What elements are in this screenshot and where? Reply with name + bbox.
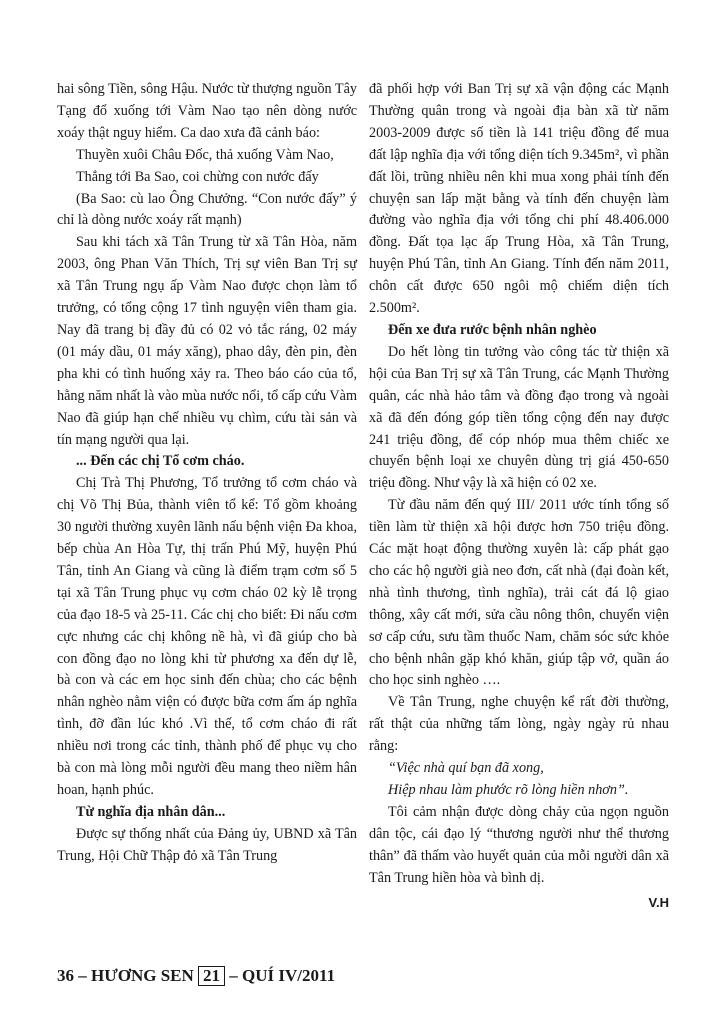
paragraph: Chị Trà Thị Phương, Tổ trưởng tổ cơm cháo và chị Võ Thị Bủa, thành viên tổ kể: Tổ gồm khoảng 30 người thường xuyên lãnh nấu bệnh viện Đa khoa, bếp chùa An Hòa Tự, thị trấn Phú Mỹ, huyện Phú Tân, tỉnh An Giang và cũng là điểm trạm cơm số 5 tại xã Tân Trung phục vụ cơm cháo 02 kỳ lễ trọng của đạo 18-5 và 25-11. Các chị cho biết: Đi nấu cơm cực nhưng các chị không nề hà, vì đã giúp cho bà con đồng đạo no lòng khi từ phương xa đến dự lễ, bà con và các em học sinh đến chùa; cho các bệnh nhân nghèo nằm viện có được bữa cơm ấm áp nghĩa tình, đỡ đần lúc khó .Vì thế, tổ cơm cháo đi rất nhiều nơi trong các tỉnh, thành phố để phục vụ cho bà con mà lòng mỗi người đều mang theo niềm hân hoan, hạnh phúc. <box>57 475 357 798</box>
paragraph: Sau khi tách xã Tân Trung từ xã Tân Hòa, năm 2003, ông Phan Văn Thích, Trị sự viên Ban Trị sự xã Tân Trung ngụ ấp Vàm Nao được chọn làm tổ trưởng, có tổng cộng 17 tình nguyện viên tham gia. Nay đã trang bị đầy đủ có 02 vỏ tắc ráng, 02 máy (01 máy dầu, 01 máy xăng), phao dây, đèn pin, đèn pha khi có tình huống xảy ra. Theo báo cáo của tổ, hằng năm nhất là vào mùa nước nổi, tổ cấp cứu Vàm Nao đã giúp hạn chế nhiều vụ chìm, cứu tài sản và tín mạng người qua lại. <box>57 234 357 448</box>
section-heading: Đến xe đưa rước bệnh nhân nghèo <box>388 321 597 338</box>
paragraph: Từ đầu năm đến quý III/ 2011 ước tính tổng số tiền làm từ thiện xã hội được hơn 750 triệu đồng. Các mặt hoạt động thường xuyên là: cấp phát gạo cho các hộ người già neo đơn, cất nhà (đại đoàn kết, nhà tình thương, tình nghĩa), trải cát đá lộ giao thông, xây cất mới, sửa cầu nông thôn, chuyển viện sơ cấp cứu, sưu tầm thuốc Nam, chăm sóc sức khỏe cho bệnh nhân gặp khó khăn, giúp tập vở, quần áo cho học sinh nghèo …. <box>369 497 669 689</box>
paragraph: Thuyền xuôi Châu Đốc, thả xuống Vàm Nao, <box>76 146 334 163</box>
paragraph: (Ba Sao: cù lao Ông Chưởng. “Con nước đấy” ý chỉ là dòng nước xoáy rất mạnh) <box>57 190 357 229</box>
verse-line: Hiệp nhau làm phước rõ lòng hiền nhơn”. <box>388 782 629 798</box>
page-number: 36 <box>57 966 74 985</box>
footer-dash: – <box>78 966 87 985</box>
paragraph: hai sông Tiền, sông Hậu. Nước từ thượng nguồn Tây Tạng đổ xuống tới Vàm Nao tạo nên dòng nước xoáy thật nguy hiểm. Ca dao xưa đã cảnh báo: <box>57 81 357 141</box>
paragraph: Về Tân Trung, nghe chuyện kể rất đời thường, rất thật của những tấm lòng, ngày ngày rủ nhau rằng: <box>369 694 669 755</box>
section-heading: ... Đến các chị Tổ cơm cháo. <box>76 453 245 470</box>
footer-dash-2: – <box>229 966 238 985</box>
paragraph: Do hết lòng tin tưởng vào công tác từ thiện xã hội của Ban Trị sự xã Tân Trung, các Mạnh Thường quân, các nhà hảo tâm và đồng đạo trong và ngoài xã đã đến đóng góp tiền tổng cộng đến nay được 241 triệu đồng, để cóp nhóp mua thêm chiếc xe chuyển bệnh loại xe chuyên dùng trị giá 450-650 triệu đồng. Như vậy là xã hiện có 02 xe. <box>369 343 669 492</box>
paragraph: Được sự thống nhất của Đảng ủy, UBND xã Tân Trung, Hội Chữ Thập đỏ xã Tân Trung <box>57 825 357 864</box>
issue-number: 21 <box>198 966 225 986</box>
left-column <box>57 79 357 868</box>
page-footer <box>57 966 335 986</box>
section-heading: Từ nghĩa địa nhân dân... <box>76 803 226 820</box>
right-column <box>369 79 669 913</box>
verse-line: “Việc nhà quí bạn đã xong, <box>388 760 544 777</box>
paragraph: Thẳng tới Ba Sao, coi chừng con nước đấy <box>76 168 319 185</box>
magazine-name: HƯƠNG SEN <box>91 966 194 985</box>
author-signature: V.H <box>648 894 669 910</box>
paragraph: đã phối hợp với Ban Trị sự xã vận động các Mạnh Thường quân trong và ngoài địa bàn xã từ năm 2003-2009 được số tiền là 141 triệu đồng để mua đất lập nghĩa địa với tổng diện tích 9.345m², vì phần đất lồi, trũng nhiều nên khi mua xong phải tính đến chuyện san lấp mặt bằng và tính đến chuyện làm đường vào nghĩa địa với tổng chi phí 48.406.000 đồng. Đất tọa lạc ấp Trung Hòa, xã Tân Trung, huyện Phú Tân, tỉnh An Giang. Tính đến năm 2011, chôn cất được 650 ngôi mộ chiếm diện tích 2.500m². <box>369 81 669 317</box>
paragraph: Tôi cảm nhận được dòng chảy của ngọn nguồn dân tộc, cái đạo lý “thương người như thể thương thân” đã thấm vào huyết quản của mỗi người dân xã Tân Trung hiền hòa và bình dị. <box>369 803 669 886</box>
issue-quarter: QUÍ IV/2011 <box>242 966 336 985</box>
